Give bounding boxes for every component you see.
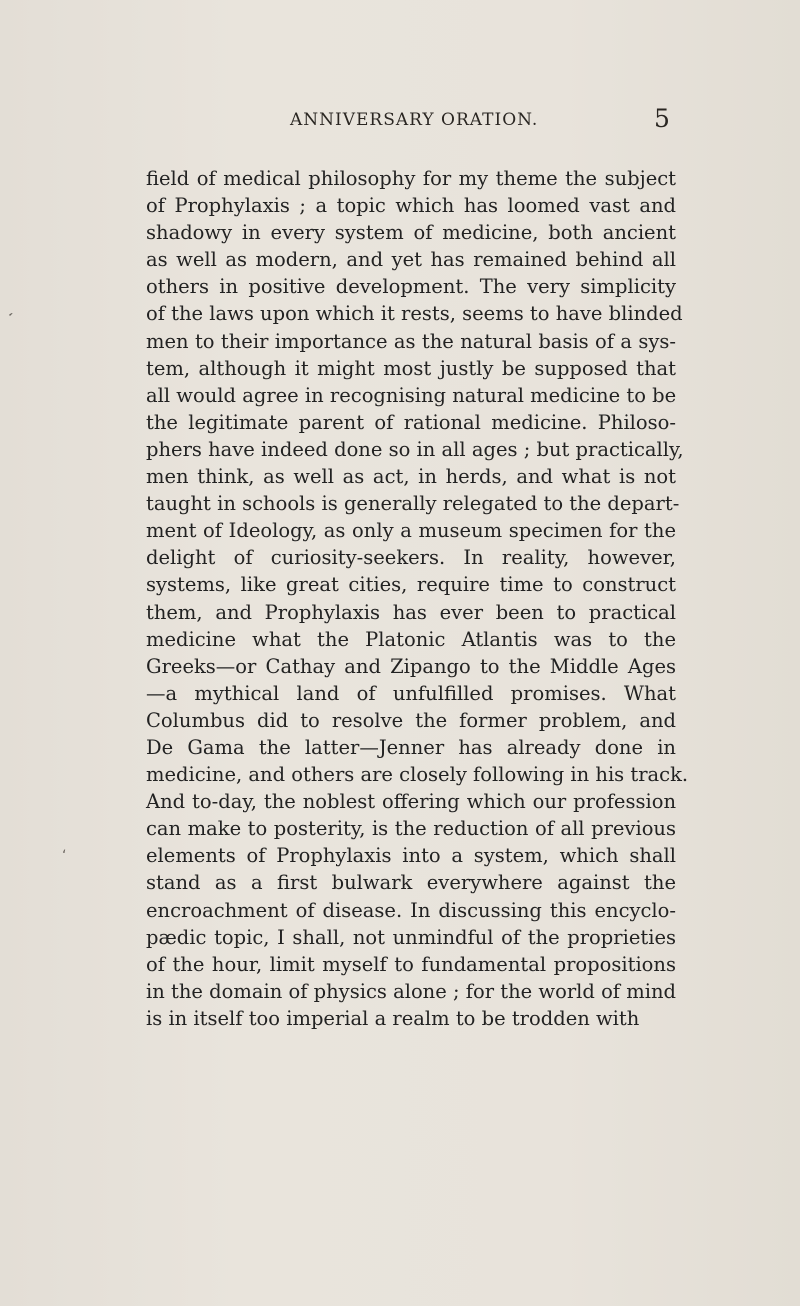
text-line: encroachment of disease. In discussing this encyclo- [146, 898, 676, 922]
margin-tick-mark: ‘ [1, 310, 15, 326]
text-line: phers have indeed done so in all ages ; but practically, [146, 437, 684, 461]
running-title: ANNIVERSARY ORATION. [290, 110, 539, 130]
text-line: medicine, and others are closely following in his track. [146, 763, 689, 787]
text-line: can make to posterity, is the reduction of all previous [146, 817, 676, 841]
text-line: is in itself too imperial a realm to be trodden with [146, 1006, 640, 1030]
text-line: elements of Prophylaxis into a system, which shall [146, 844, 676, 868]
text-line: Columbus did to resolve the former problem, and [146, 708, 676, 732]
text-line: And to-day, the noblest offering which our profession [146, 790, 676, 814]
text-line: of the hour, limit myself to fundamental propositions [146, 952, 676, 976]
text-line: men think, as well as act, in herds, and what is not [146, 465, 676, 489]
text-line: men to their importance as the natural basis of a sys- [146, 329, 676, 353]
text-line: pædic topic, I shall, not unmindful of the proprieties [146, 925, 676, 949]
text-line: Greeks—or Cathay and Zipango to the Middle Ages [146, 654, 676, 678]
text-line: of the laws upon which it rests, seems to have blinded [146, 302, 683, 326]
text-line: all would agree in recognising natural medicine to be [146, 383, 677, 407]
text-line: them, and Prophylaxis has ever been to practical [146, 600, 676, 624]
text-line: delight of curiosity-seekers. In reality, however, [146, 546, 676, 570]
margin-tick-mark: ‘ [62, 848, 67, 864]
text-line: tem, although it might most justly be supposed that [146, 356, 676, 380]
text-line: as well as modern, and yet has remained behind all [146, 248, 676, 272]
text-line: of Prophylaxis ; a topic which has loomed vast and [146, 194, 676, 218]
text-line: field of medical philosophy for my theme the subject [146, 167, 676, 190]
text-line: medicine what the Platonic Atlantis was to the [146, 627, 676, 651]
page-number: 5 [654, 104, 670, 133]
text-line: shadowy in every system of medicine, both ancient [146, 221, 676, 245]
text-line: ment of Ideology, as only a museum specimen for the [146, 519, 676, 543]
text-line: the legitimate parent of rational medicine. Philoso- [146, 410, 676, 434]
text-line: in the domain of physics alone ; for the world of mind [146, 979, 676, 1003]
text-line: De Gama the latter—Jenner has already done in [146, 735, 676, 759]
text-line: stand as a first bulwark everywhere against the [146, 871, 676, 895]
text-line: others in positive development. The very simplicity [146, 275, 676, 299]
body-text [146, 165, 689, 1032]
text-line: systems, like great cities, require time to construct [146, 573, 676, 597]
text-line: taught in schools is generally relegated to the depart- [146, 492, 680, 516]
text-line: —a mythical land of unfulfilled promises. What [146, 681, 676, 705]
